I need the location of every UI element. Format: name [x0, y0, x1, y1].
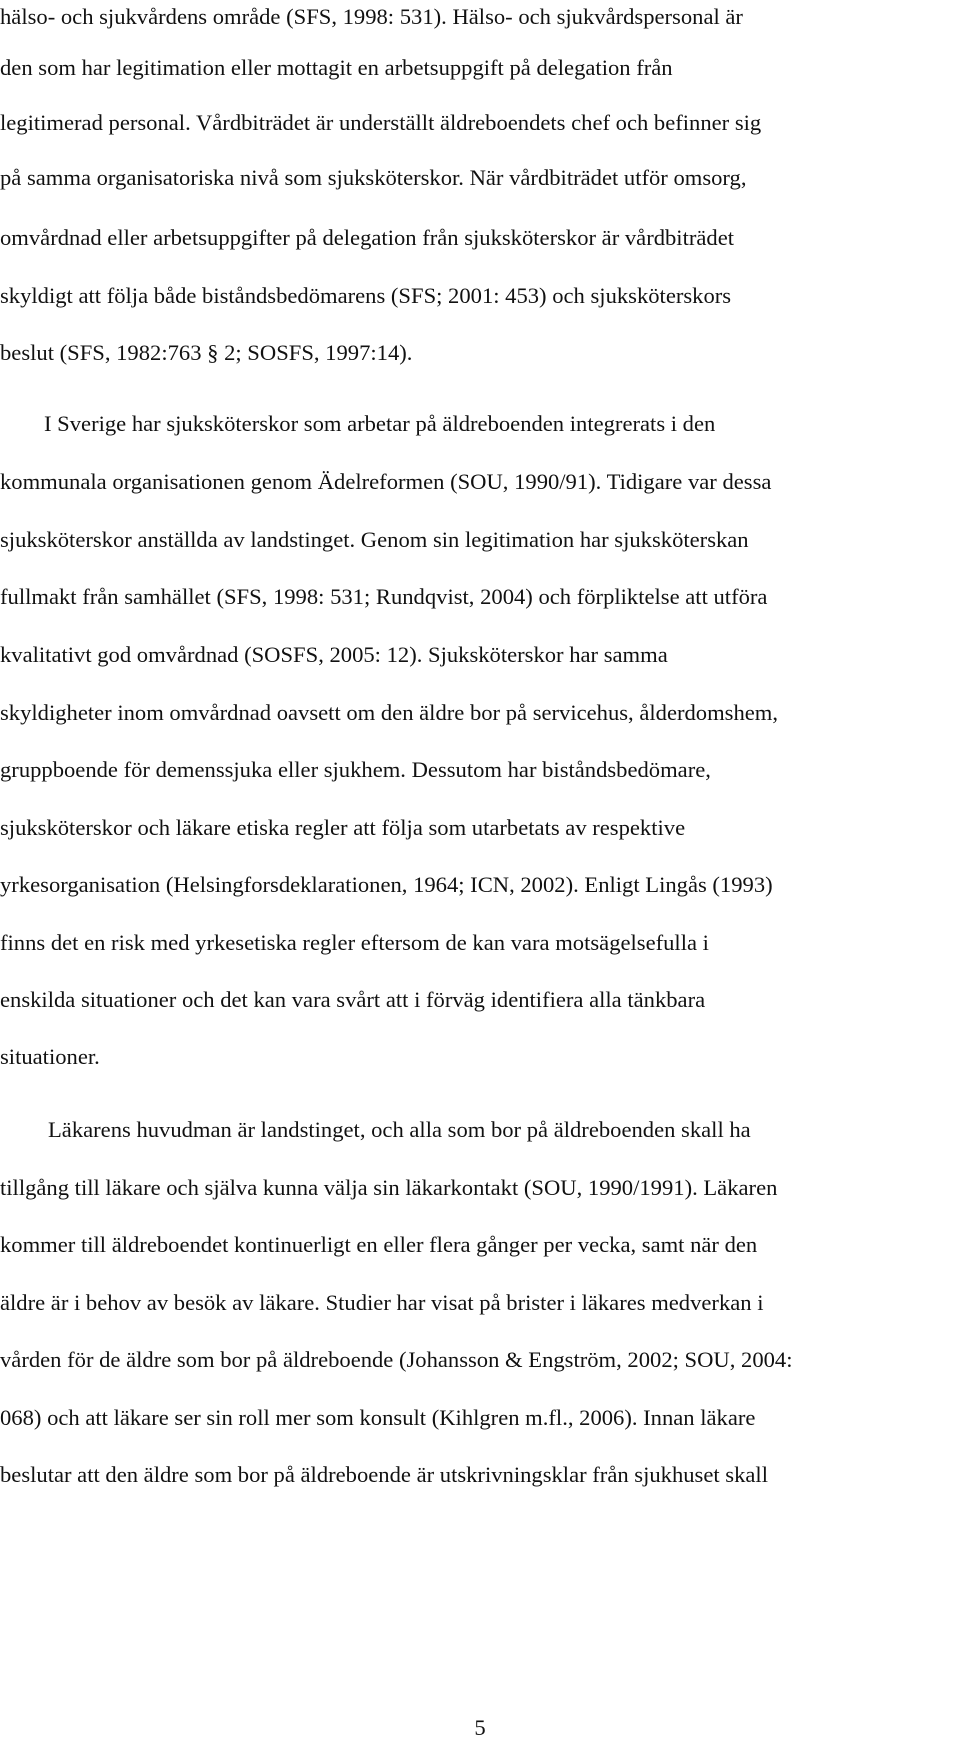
text-line: legitimerad personal. Vårdbiträdet är underställt äldreboendets chef och befinner sig: [0, 110, 762, 135]
text-line: fullmakt från samhället (SFS, 1998: 531; Rundqvist, 2004) och förpliktelse att utföra: [0, 584, 768, 609]
text-line: skyldigt att följa både biståndsbedömarens (SFS; 2001: 453) och sjuksköterskors: [0, 283, 732, 308]
text-line: omvårdnad eller arbetsuppgifter på delegation från sjuksköterskor är vårdbiträdet: [0, 225, 735, 250]
text-line: yrkesorganisation (Helsingforsdeklarationen, 1964; ICN, 2002). Enligt Lingås (1993): [0, 872, 773, 897]
text-line: kommer till äldreboendet kontinuerligt en eller flera gånger per vecka, samt när den: [0, 1232, 758, 1257]
page-number: 5: [474, 1715, 486, 1740]
text-line: finns det en risk med yrkesetiska regler eftersom de kan vara motsägelsefulla i: [0, 930, 709, 955]
text-line: kvalitativt god omvårdnad (SOSFS, 2005: 12). Sjuksköterskor har samma: [0, 642, 668, 667]
text-line: vården för de äldre som bor på äldreboende (Johansson & Engström, 2002; SOU, 2004:: [0, 1347, 793, 1372]
text-line: den som har legitimation eller mottagit en arbetsuppgift på delegation från: [0, 55, 673, 80]
text-line: skyldigheter inom omvårdnad oavsett om den äldre bor på servicehus, ålderdomshem,: [0, 700, 779, 725]
text-line: beslut (SFS, 1982:763 § 2; SOSFS, 1997:14).: [0, 340, 413, 365]
text-line: tillgång till läkare och själva kunna välja sin läkarkontakt (SOU, 1990/1991). Läkaren: [0, 1175, 778, 1200]
text-line: beslutar att den äldre som bor på äldreboende är utskrivningsklar från sjukhuset skall: [0, 1462, 768, 1487]
paragraph-first-line: Läkarens huvudman är landstinget, och alla som bor på äldreboenden skall ha: [48, 1117, 751, 1142]
text-line: äldre är i behov av besök av läkare. Studier har visat på brister i läkares medverkan i: [0, 1290, 764, 1315]
text-line: enskilda situationer och det kan vara svårt att i förväg identifiera alla tänkbara: [0, 987, 706, 1012]
text-line: kommunala organisationen genom Ädelreformen (SOU, 1990/91). Tidigare var dessa: [0, 469, 772, 494]
text-line: hälso- och sjukvårdens område (SFS, 1998: 531). Hälso- och sjukvårdspersonal är: [0, 4, 743, 29]
text-line: sjuksköterskor anställda av landstinget. Genom sin legitimation har sjuksköterskan: [0, 527, 749, 552]
text-line: på samma organisatoriska nivå som sjuksköterskor. När vårdbiträdet utför omsorg,: [0, 165, 747, 190]
text-line: sjuksköterskor och läkare etiska regler att följa som utarbetats av respektive: [0, 815, 686, 840]
paragraph-first-line: I Sverige har sjuksköterskor som arbetar på äldreboenden integrerats i den: [44, 411, 716, 436]
text-line: 068) och att läkare ser sin roll mer som konsult (Kihlgren m.fl., 2006). Innan läkare: [0, 1405, 756, 1430]
text-line: situationer.: [0, 1044, 100, 1069]
text-line: gruppboende för demenssjuka eller sjukhem. Dessutom har biståndsbedömare,: [0, 757, 711, 782]
